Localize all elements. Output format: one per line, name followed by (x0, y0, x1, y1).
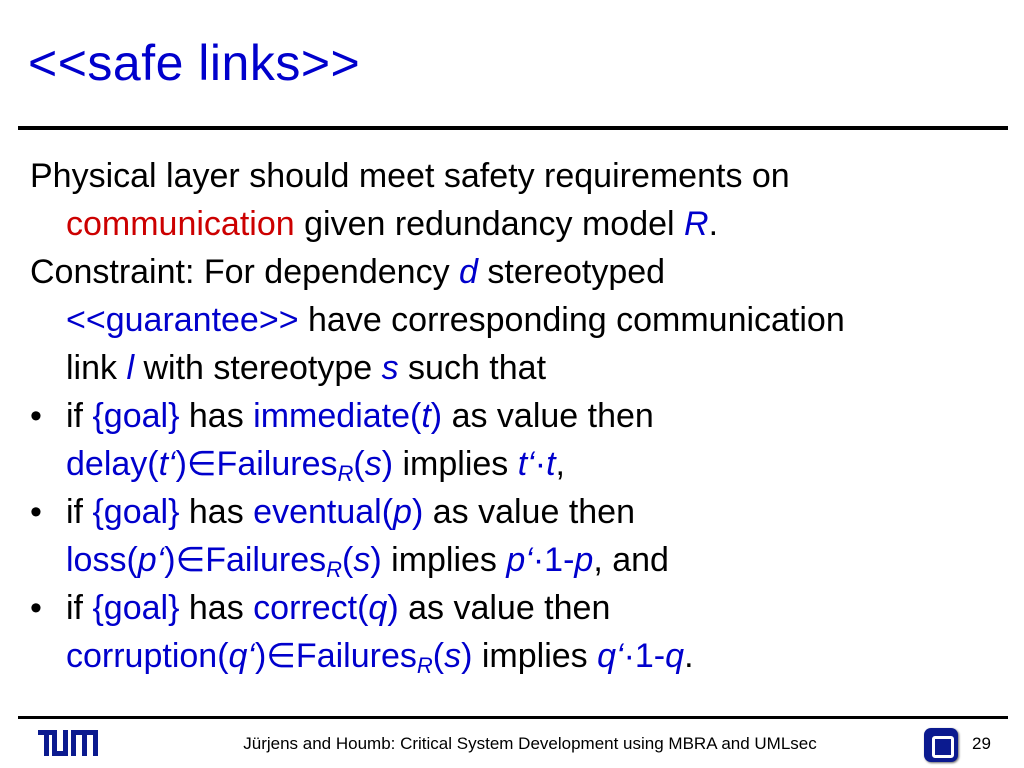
b2-l2-paren-open: ( (342, 541, 354, 579)
p1-text1: Physical layer should meet safety requirements on (30, 157, 790, 195)
b3-l2-cond-a: q‘ (597, 637, 624, 675)
b2-l2-fn-var: p‘ (137, 541, 165, 579)
p2-text1: Constraint: For dependency (30, 253, 460, 291)
b3-l2-fn-open: corruption( (66, 637, 229, 675)
p2-text5: with stereotype (134, 349, 382, 387)
footer-text: Jürjens and Houmb: Critical System Development using MBRA and UMLsec (243, 734, 817, 753)
b1-l2-end: , (555, 445, 565, 483)
b3-l2-paren-open: ( (432, 637, 445, 675)
slide-body (30, 152, 1005, 680)
b1-l2-cond-a: t‘ (517, 445, 535, 483)
b3-fn-open: correct( (253, 589, 369, 627)
b2-l2-paren-var: s (353, 541, 371, 579)
b2-tail: as value then (423, 493, 635, 531)
b1-l2-paren-close: ) (381, 445, 394, 483)
b3-fn-var: q (368, 589, 388, 627)
b1-fn-open: immediate( (253, 397, 422, 435)
page-number: 29 (972, 734, 991, 753)
slide-title: <<safe links>> (28, 35, 361, 91)
p2-text3: have corresponding communication (298, 301, 845, 339)
title-divider (18, 126, 1008, 130)
paragraph-constraint (30, 248, 1005, 296)
b2-fn-open: eventual( (253, 493, 394, 531)
paragraph-physical-layer (30, 152, 1005, 200)
b1-l2-paren-open: ( (353, 445, 365, 483)
slide-footer (0, 722, 1024, 768)
dependency-var: d (459, 253, 478, 291)
b2-goal: {goal} (92, 493, 180, 531)
stereotype-var: s (381, 349, 399, 387)
b1-fn-var: t (421, 397, 431, 435)
b1-l2-fn-open: delay( (66, 445, 159, 483)
paragraph-physical-layer-cont (30, 200, 1005, 248)
link-var: l (126, 349, 135, 387)
communication-term: communication (66, 205, 295, 243)
b2-l2-fn-open: loss( (66, 541, 138, 579)
b3-l2-cond-b: q (665, 637, 685, 675)
tum-logo-icon (38, 730, 98, 756)
b3-has: has (179, 589, 254, 627)
b3-goal: {goal} (92, 589, 180, 627)
redundancy-model-var: R (684, 205, 709, 243)
b3-l2-paren-var: s (444, 637, 462, 675)
b1-l2-sub: R (337, 461, 354, 486)
b2-l2-cond-op: ·1- (532, 541, 575, 579)
b1-l2-fn-var: t‘ (158, 445, 176, 483)
b1-fn-close: ) (430, 397, 443, 435)
b1-l2-cond-b: t (546, 445, 556, 483)
p2-text4: link (66, 349, 127, 387)
bullet-correct-cont (30, 632, 1005, 680)
b2-fn-close: ) (411, 493, 424, 531)
bullet-icon: • (30, 589, 42, 627)
b2-fn-var: p (393, 493, 412, 531)
bullet-immediate (30, 392, 1005, 440)
b1-l2-implies: implies (393, 445, 518, 483)
b3-tail: as value then (398, 589, 611, 627)
b1-l2-cond-op: · (534, 445, 547, 483)
b2-has: has (179, 493, 254, 531)
bullet-correct (30, 584, 1005, 632)
institution-emblem-icon (924, 728, 958, 762)
b2-l2-implies: implies (381, 541, 507, 579)
b3-l2-fn-var: q‘ (228, 637, 255, 675)
b3-l2-sub: R (416, 653, 433, 678)
bullet-icon: • (30, 493, 42, 531)
b2-l2-fn-close: )∈Failures (164, 541, 327, 579)
b2-l2-cond-a: p‘ (506, 541, 533, 579)
paragraph-constraint-cont-1 (30, 296, 1005, 344)
b2-l2-sub: R (326, 557, 343, 582)
b3-if: if (66, 589, 93, 627)
footer-divider (18, 716, 1008, 719)
p1-text2: given redundancy model (294, 205, 685, 243)
b3-l2-paren-close: ) (461, 637, 473, 675)
bullet-eventual (30, 488, 1005, 536)
p2-text2: stereotyped (477, 253, 666, 291)
b1-goal: {goal} (92, 397, 180, 435)
bullet-eventual-cont (30, 536, 1005, 584)
b1-has: has (179, 397, 254, 435)
b3-l2-end: . (684, 637, 694, 675)
b1-tail: as value then (442, 397, 654, 435)
b1-l2-paren-var: s (364, 445, 382, 483)
b2-l2-cond-b: p (574, 541, 594, 579)
b3-l2-fn-close: )∈Failures (254, 637, 417, 675)
b2-l2-paren-close: ) (370, 541, 382, 579)
b2-if: if (66, 493, 93, 531)
b1-l2-fn-close: )∈Failures (175, 445, 338, 483)
b3-fn-close: ) (387, 589, 399, 627)
guarantee-stereotype: <<guarantee>> (66, 301, 299, 339)
bullet-immediate-cont (30, 440, 1005, 488)
b3-l2-cond-op: ·1- (623, 637, 666, 675)
paragraph-constraint-cont-2 (30, 344, 1005, 392)
b2-l2-end: , and (593, 541, 669, 579)
p2-text6: such that (398, 349, 547, 387)
b3-l2-implies: implies (472, 637, 598, 675)
p1-text3: . (708, 205, 719, 243)
b1-if: if (66, 397, 93, 435)
bullet-icon: • (30, 397, 42, 435)
